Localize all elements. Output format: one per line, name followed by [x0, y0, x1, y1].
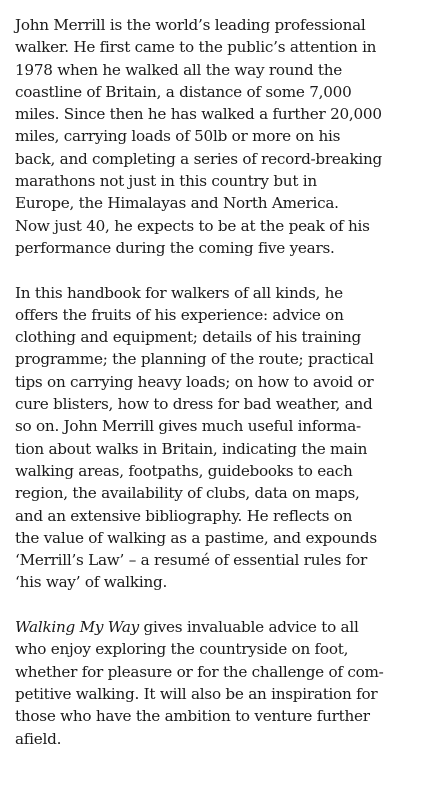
text-line: [15, 616, 425, 638]
text-line: coastline of Britain, a distance of some 7,000: [15, 82, 352, 101]
text-line: region, the availability of clubs, data on maps,: [15, 484, 360, 503]
text-line: ‘Merrill’s Law’ – a resumé of essential rules for: [15, 551, 367, 570]
text-line: Europe, the Himalayas and North America.: [15, 194, 339, 213]
text-line: petitive walking. It will also be an inspiration for: [15, 684, 378, 703]
text-line: afield.: [15, 729, 62, 748]
text-fragment: gives invaluable advice to all: [138, 618, 359, 637]
text-line: 1978 when he walked all the way round the: [15, 60, 343, 79]
text-line: walking areas, footpaths, guidebooks to each: [15, 461, 353, 480]
paragraph-handbook-contents: [15, 282, 425, 594]
text-line: whether for pleasure or for the challenge of com-: [15, 662, 384, 681]
book-title: Walking My Way: [15, 618, 139, 637]
text-line: and an extensive bibliography. He reflects on: [15, 506, 353, 525]
text-line: performance during the coming five years.: [15, 238, 335, 257]
text-line: miles, carrying loads of 50lb or more on his: [15, 127, 341, 146]
text-line: cure blisters, how to dress for bad weather, and: [15, 395, 373, 414]
paragraph-spacer: [15, 594, 425, 616]
text-line: Now just 40, he expects to be at the peak of his: [15, 216, 370, 235]
text-line: the value of walking as a pastime, and expounds: [15, 528, 377, 547]
text-line: marathons not just in this country but in: [15, 172, 317, 191]
text-line: back, and completing a series of record-breaking: [15, 149, 383, 168]
text-line: offers the fruits of his experience: advice on: [15, 305, 344, 324]
text-line: miles. Since then he has walked a further 20,000: [15, 105, 382, 124]
text-line: so on. John Merrill gives much useful informa-: [15, 417, 361, 436]
text-line: John Merrill is the world’s leading professional: [15, 16, 366, 34]
paragraph-spacer: [15, 259, 425, 281]
text-line: programme; the planning of the route; practical: [15, 350, 374, 369]
text-line: who enjoy exploring the countryside on foot,: [15, 640, 349, 659]
text-line: In this handbook for walkers of all kinds, he: [15, 283, 343, 302]
text-line: tips on carrying heavy loads; on how to avoid or: [15, 372, 374, 391]
text-line: ‘his way’ of walking.: [15, 573, 168, 592]
book-blurb: [15, 14, 425, 750]
text-line: walker. He first came to the public’s attention in: [15, 38, 377, 57]
text-line: those who have the ambition to venture further: [15, 707, 370, 726]
text-line: tion about walks in Britain, indicating the main: [15, 439, 368, 458]
paragraph-recommendation: [15, 616, 425, 750]
text-line: clothing and equipment; details of his training: [15, 328, 361, 347]
paragraph-about-author: [15, 14, 425, 259]
